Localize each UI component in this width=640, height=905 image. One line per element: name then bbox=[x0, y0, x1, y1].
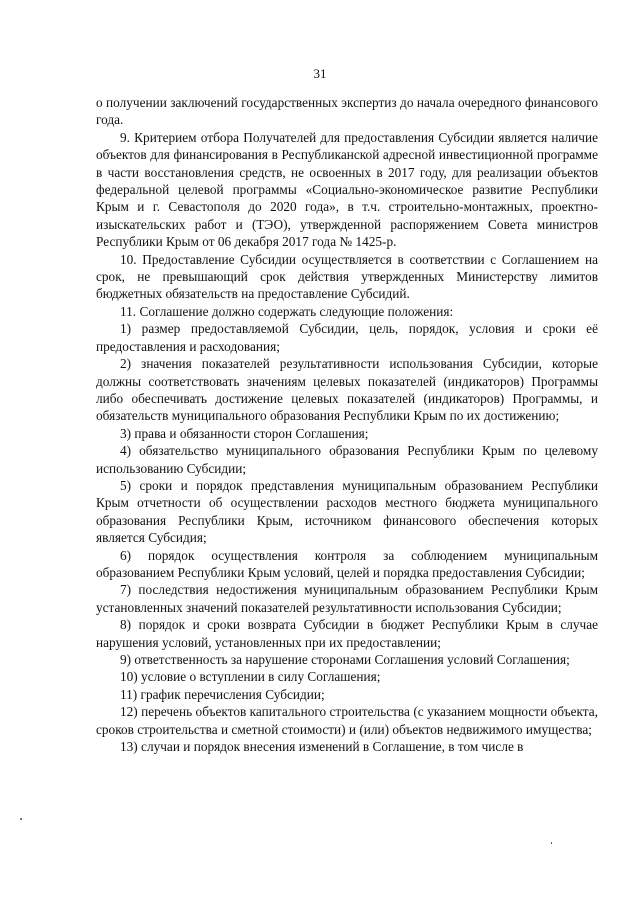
page-number: 31 bbox=[313, 66, 327, 81]
list-item-1: 1) размер предоставляемой Субсидии, цель, порядок, условия и сроки её предоставления и расходования; bbox=[96, 321, 598, 354]
paragraph-item-10: 10. Предоставление Субсидии осуществляется в соответствии с Соглашением на срок, не превышающий срок действия утвержденных Министерству лимитов бюджетных обязательств на предоставление Субсидий. bbox=[96, 251, 598, 302]
list-item-6: 6) порядок осуществления контроля за соблюдением муниципальным образованием Республики Крым условий, целей и порядка предоставления Субсидии; bbox=[96, 547, 598, 580]
document-body bbox=[96, 94, 598, 755]
paragraph-item-11: 11. Соглашение должно содержать следующие положения: bbox=[120, 303, 454, 319]
scan-speck bbox=[551, 842, 552, 844]
list-item-3: 3) права и обязанности сторон Соглашения; bbox=[120, 425, 369, 441]
list-item-7: 7) последствия недостижения муниципальным образованием Республики Крым установленных значений показателей результативности использования Субсидии; bbox=[96, 582, 598, 615]
list-item-10: 10) условие о вступлении в силу Соглашения; bbox=[120, 669, 381, 685]
list-item-9: 9) ответственность за нарушение сторонами Соглашения условий Соглашения; bbox=[120, 652, 570, 667]
scan-speck bbox=[20, 818, 22, 820]
paragraph-continuation: о получении заключений государственных экспертиз до начала очередного финансового года. bbox=[96, 95, 598, 128]
list-item-2: 2) значения показателей результативности использования Субсидии, которые должны соответствовать значениям целевых показателей (индикаторов) Программы либо обеспечивать достижение целевых показателей (индикаторов) Программы, и обязательств муниципального образования Республики Крым по их достижению; bbox=[96, 356, 598, 424]
paragraph-item-9: 9. Критерием отбора Получателей для предоставления Субсидии является наличие объектов для финансирования в Республиканской адресной инвестиционной программе в части восстановления средств, не освоенных в 2017 году, для реализации объектов федеральной целевой программы «Социально-экономическое развитие Республики Крым и г. Севастополя до 2020 года», в т.ч. строительно-монтажных, проектно-изыскательских работ и (ТЭО), утвержденной распоряжением Совета министров Республики Крым от 06 декабря 2017 года № 1425-р. bbox=[96, 129, 598, 250]
list-item-11: 11) график перечисления Субсидии; bbox=[120, 686, 325, 702]
list-item-4: 4) обязательство муниципального образования Республики Крым по целевому использованию Субсидии; bbox=[96, 443, 598, 476]
list-item-8: 8) порядок и сроки возврата Субсидии в бюджет Республики Крым в случае нарушения условий, установленных при их предоставлении; bbox=[96, 617, 598, 650]
list-item-13: 13) случаи и порядок внесения изменений в Соглашение, в том числе в bbox=[120, 739, 524, 755]
list-item-12: 12) перечень объектов капитального строительства (с указанием мощности объекта, сроков строительства и сметной стоимости) и (или) объектов недвижимого имущества; bbox=[96, 704, 598, 737]
list-item-5: 5) сроки и порядок представления муниципальным образованием Республики Крым отчетности об осуществлении расходов местного бюджета муниципального образования Республики Крым, источником финансового обеспечения которых является Субсидия; bbox=[96, 477, 598, 546]
